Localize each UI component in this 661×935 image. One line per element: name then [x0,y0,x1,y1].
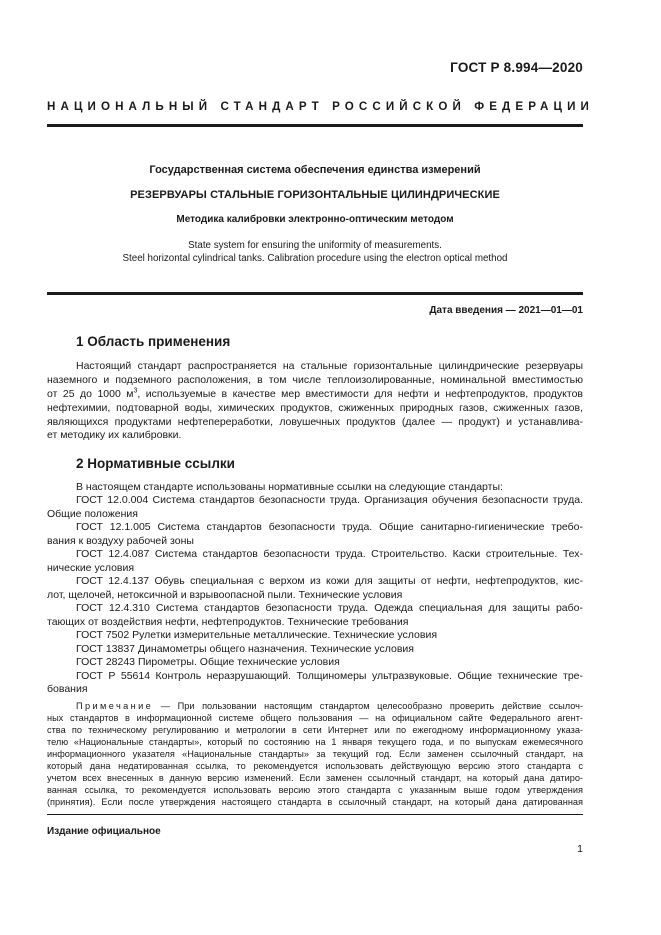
edition-label: Издание официальное [47,826,161,837]
section-2-line: ГОСТ 12.1.005 Система стандартов безопасности труда. Общие санитарно-гигиенические требо- [76,521,583,533]
note-label: Примечание [76,701,154,711]
note-line: телю «Национальные стандарты», который по состоянию на 1 января текущего года, и по выпускам ежемесячного [47,737,583,747]
cubic-superscript: 3 [133,387,138,395]
section-2-line: нические условия [47,562,135,574]
section-1-line: ет методику их калибровки. [47,429,182,441]
section-2-line: ГОСТ 12.0.004 Система стандартов безопасности труда. Организация обучения безопасности труда. [76,494,583,506]
section-2-line: ГОСТ Р 55614 Контроль неразрушающий. Толщиномеры ультразвуковые. Общие технические тре- [76,670,583,682]
section-1-line: нефтехимии, подтоварной воды, химических продуктов, сжиженных природных газов, сжиженных газов, [47,402,583,414]
section-1-line: являющихся продуктами нефтепереработки, ловушечных продуктов (далее — продукт) и устанавлива- [47,416,583,428]
main-title: РЕЗЕРВУАРЫ СТАЛЬНЫЕ ГОРИЗОНТАЛЬНЫЕ ЦИЛИНДРИЧЕСКИЕ [130,189,500,201]
section-2-line: ГОСТ 13837 Динамометры общего назначения. Технические условия [76,643,414,655]
section-1-line [47,388,583,402]
document-number: ГОСТ Р 8.994—2020 [450,60,583,75]
volume-range-text: от 25 до 1000 м [47,388,134,400]
header-divider [47,124,583,127]
note-line-text: — При пользовании настоящим стандартом целесообразно проверить действие ссылоч- [153,701,583,711]
section-2-line: тающих от воздействия нефти, нефтепродуктов. Технические требования [47,616,409,628]
section-1-heading: 1 Область применения [76,334,231,349]
section-2-line: Общие положения [47,508,138,520]
section-2-line: ГОСТ 28243 Пирометры. Общие технические условия [76,656,340,668]
note-line [76,700,583,712]
title-divider [47,292,583,295]
section-2-line: ГОСТ 7502 Рулетки измерительные металлические. Технические условия [76,629,438,641]
section-2-line: бования [47,683,88,695]
english-title-line-2: Steel horizontal cylindrical tanks. Calibration procedure using the electron optical method [122,253,508,264]
note-line: ных стандартов в информационной системе общего пользования — на официальном сайте Федерального агент- [47,713,583,723]
note-line: информационного указателя «Национальные стандарты» за текущий год. Если заменен ссылочный стандарт, на [47,749,583,759]
english-title-line-1: State system for ensuring the uniformity of measurements. [188,240,442,251]
note-line: учетом всех внесенных в данную версию изменений. Если заменен ссылочный стандарт, на который дана датиро- [47,773,583,783]
section-1-line: Настоящий стандарт распространяется на стальные горизонтальные цилиндрические резервуары [76,360,583,372]
section-2-line: вания к воздуху рабочей зоны [47,535,194,547]
section-1-line: наземного и подземного расположения, в том числе теплоизолированные, номинальной вместимостью [47,374,583,386]
section-2-line: ГОСТ 12.4.087 Система стандартов безопасности труда. Строительство. Каски строительные. Тех- [76,548,583,560]
section-2-line: ГОСТ 12.4.137 Обувь специальная с верхом из кожи для защиты от нефти, нефтепродуктов, кис- [76,575,583,587]
page-number: 1 [577,843,583,855]
note-line: который дана недатированная ссылка, то рекомендуется использовать действующую версию этого стандарта с [47,761,583,771]
section-2-line: В настоящем стандарте использованы нормативные ссылки на следующие стандарты: [76,481,503,493]
section-2-line: лот, щелочей, нетоксичной и взрывоопасной пыли. Технические условия [47,589,403,601]
introduction-date: Дата введения — 2021—01—01 [429,305,583,316]
section-1-line-rest: , используемые в качестве мер вместимости для нефти и нефтепродуктов, продуктов [137,388,583,400]
section-2-line: ГОСТ 12.4.310 Система стандартов безопасности труда. Одежда специальная для защиты рабо- [76,602,583,614]
section-2-heading: 2 Нормативные ссылки [76,456,235,471]
footer-divider [47,814,583,815]
note-line: ванная ссылка, то рекомендуется использовать версию этого стандарта с указанным выше годом утверждения [47,785,583,795]
note-line: ства по техническому регулированию и метрологии в сети Интернет или по ежегодному информационному указа- [47,725,583,735]
note-line: (принятия). Если после утверждения настоящего стандарта в ссылочный стандарт, на который дана датированная [47,797,583,807]
national-standard-title: НАЦИОНАЛЬНЫЙ СТАНДАРТ РОССИЙСКОЙ ФЕДЕРАЦИИ [47,100,594,113]
system-title: Государственная система обеспечения единства измерений [149,164,481,176]
method-title: Методика калибровки электронно-оптическим методом [176,214,454,225]
